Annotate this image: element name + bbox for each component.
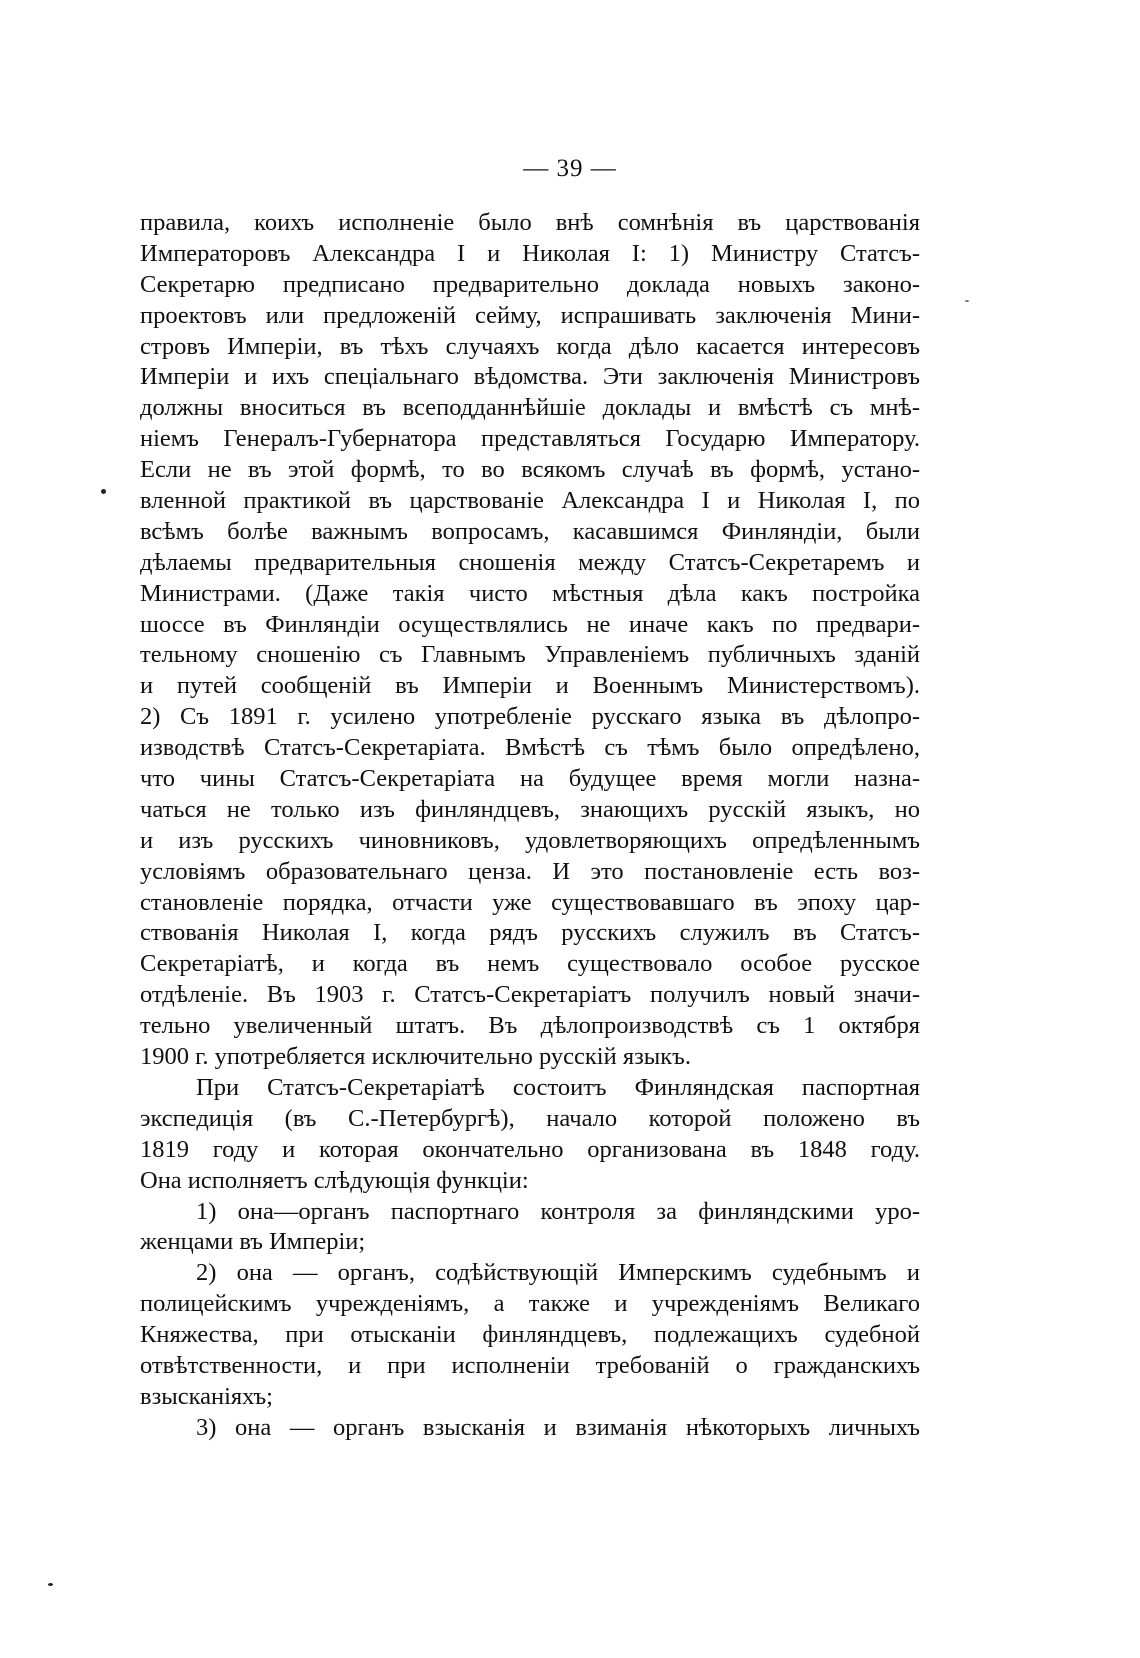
text-line: При Статсъ-Секретаріатѣ состоитъ Финляндская паспортная: [196, 1073, 920, 1101]
text-line: отдѣленіе. Въ 1903 г. Статсъ-Секретаріатъ получилъ новый значи-: [140, 981, 920, 1009]
text-line: 2) Съ 1891 г. усилено употребленіе русскаго языка въ дѣлопро-: [140, 703, 920, 731]
text-line: Имперіи и ихъ спеціальнаго вѣдомства. Эти заключенія Министровъ: [140, 363, 920, 391]
text-line: становленіе порядка, отчасти уже существовавшаго въ эпоху цар-: [140, 888, 920, 916]
text-line: Министрами. (Даже такія чисто мѣстныя дѣла какъ постройка: [140, 579, 920, 607]
text-line: проектовъ или предложеній сейму, испрашивать заключенія Мини-: [140, 301, 920, 329]
text-line: дѣлаемы предварительныя сношенія между Статсъ-Секретаремъ и: [140, 548, 920, 576]
text-line: должны вноситься въ всеподданнѣйшіе доклады и вмѣстѣ съ мнѣ-: [140, 394, 920, 422]
text-line: тельно увеличенный штатъ. Въ дѣлопроизводствѣ съ 1 октября: [140, 1012, 920, 1040]
text-line: стровъ Имперіи, въ тѣхъ случаяхъ когда дѣло касается интересовъ: [140, 332, 920, 360]
text-line: всѣмъ болѣе важнымъ вопросамъ, касавшимся Финляндіи, были: [140, 517, 920, 545]
page-number: — 39 —: [523, 155, 617, 182]
text-line: Княжества, при отысканіи финляндцевъ, подлежащихъ судебной: [140, 1321, 920, 1349]
text-line: правила, коихъ исполненіе было внѣ сомнѣнія въ царствованія: [140, 209, 920, 236]
text-line: и изъ русскихъ чиновниковъ, удовлетворяющихъ опредѣленнымъ: [140, 826, 920, 854]
text-line: ніемъ Генералъ-Губернатора представляться Государю Императору.: [140, 425, 920, 453]
text-line: женцами въ Имперіи;: [140, 1228, 366, 1256]
text-line: Секретарю предписано предварительно доклада новыхъ законо-: [140, 270, 920, 298]
body-text: [140, 208, 920, 1444]
text-line: изводствѣ Статсъ-Секретаріата. Вмѣстѣ съ тѣмъ было опредѣлено,: [140, 734, 920, 762]
scan-speck: [48, 1583, 53, 1586]
text-line: шоссе въ Финляндіи осуществлялись не иначе какъ по предвари-: [140, 610, 920, 638]
text-line: Она исполняетъ слѣдующія функціи:: [140, 1166, 529, 1194]
text-line: вленной практикой въ царствованіе Александра I и Николая I, по: [140, 487, 920, 515]
scan-speck: [965, 300, 969, 302]
text-line: Если не въ этой формѣ, то во всякомъ случаѣ въ формѣ, устано-: [140, 456, 920, 484]
text-line: и путей сообщеній въ Имперіи и Военнымъ Министерствомъ).: [140, 672, 920, 700]
text-line: чаться не только изъ финляндцевъ, знающихъ русскій языкъ, но: [140, 795, 920, 823]
text-line: что чины Статсъ-Секретаріата на будущее время могли назна-: [140, 765, 920, 793]
text-line: 2) она — органъ, содѣйствующій Имперскимъ судебнымъ и: [196, 1259, 920, 1287]
text-line: полицейскимъ учрежденіямъ, а также и учрежденіямъ Великаго: [140, 1290, 920, 1318]
text-line: отвѣтственности, и при исполненіи требованій о гражданскихъ: [140, 1351, 920, 1379]
text-line: 1819 году и которая окончательно организована въ 1848 году.: [140, 1135, 920, 1163]
text-line: 3) она — органъ взысканія и взиманія нѣкоторыхъ личныхъ: [196, 1413, 920, 1441]
text-line: экспедиція (въ С.-Петербургѣ), начало которой положено въ: [140, 1104, 920, 1132]
text-line: Императоровъ Александра I и Николая I: 1) Министру Статсъ-: [140, 239, 920, 267]
text-line: ствованія Николая I, когда рядъ русскихъ служилъ въ Статсъ-: [140, 919, 920, 947]
text-line: 1) она—органъ паспортнаго контроля за финляндскими уро-: [196, 1197, 920, 1225]
text-line: взысканіяхъ;: [140, 1382, 273, 1410]
text-line: 1900 г. употребляется исключительно русскій языкъ.: [140, 1043, 691, 1071]
text-line: тельному сношенію съ Главнымъ Управленіемъ публичныхъ зданій: [140, 641, 920, 669]
scan-speck: [101, 489, 106, 494]
text-line: условіямъ образовательнаго ценза. И это постановленіе есть воз-: [140, 857, 920, 885]
text-line: Секретаріатѣ, и когда въ немъ существовало особое русское: [140, 950, 920, 978]
